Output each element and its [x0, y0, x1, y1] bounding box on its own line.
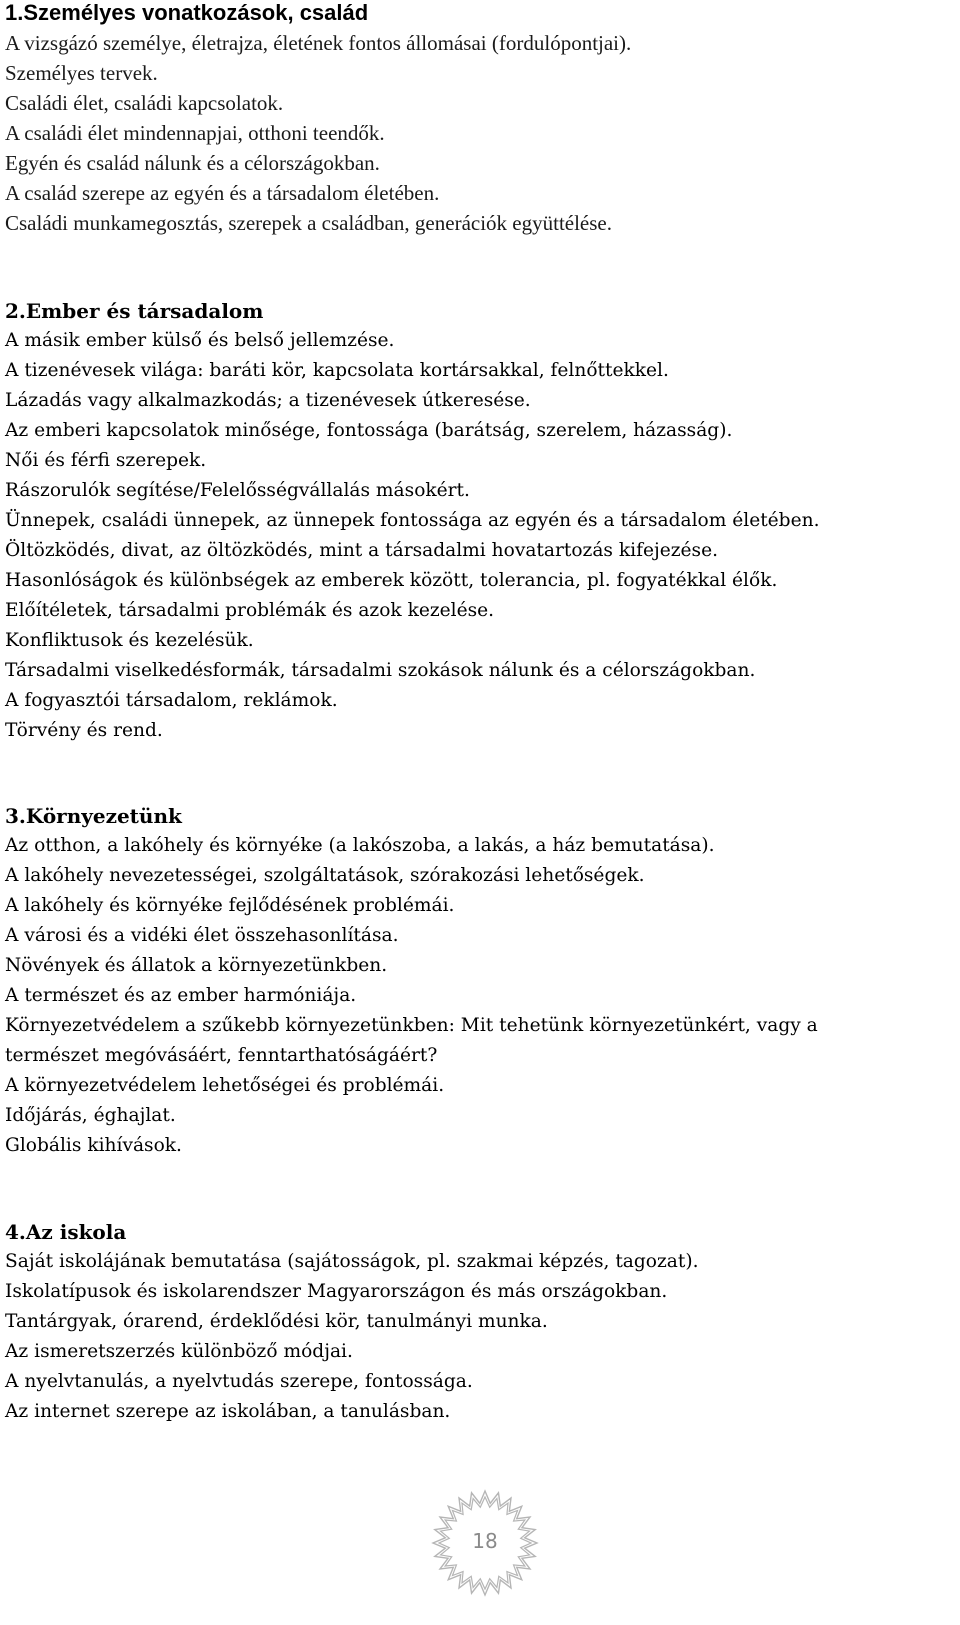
topic-line: Tantárgyak, órarend, érdeklődési kör, tanulmányi munka. — [5, 1311, 548, 1332]
topic-line: A fogyasztói társadalom, reklámok. — [5, 690, 338, 711]
topic-line: A másik ember külső és belső jellemzése. — [5, 330, 395, 351]
topic-line: Globális kihívások. — [5, 1135, 182, 1156]
topic-line: Családi munkamegosztás, szerepek a családban, generációk együttélése. — [5, 211, 613, 235]
topic-line: Társadalmi viselkedésformák, társadalmi szokások nálunk és a célországokban. — [5, 660, 756, 681]
topic-line: Egyén és család nálunk és a célországokban. — [5, 151, 380, 175]
topic-line: Öltözködés, divat, az öltözködés, mint a társadalmi hovatartozás kifejezése. — [5, 540, 718, 561]
topic-line: Lázadás vagy alkalmazkodás; a tizenévesek útkeresése. — [5, 390, 531, 411]
section-personal-family — [5, 0, 955, 238]
topic-line: Törvény és rend. — [5, 720, 163, 741]
topic-line: Környezetvédelem a szűkebb környezetünkben: Mit tehetünk környezetünkért, vagy a — [5, 1015, 818, 1036]
page-number-badge — [430, 1488, 540, 1598]
topic-line: Iskolatípusok és iskolarendszer Magyarországon és más országokban. — [5, 1281, 668, 1302]
topic-line: Hasonlóságok és különbségek az emberek között, tolerancia, pl. fogyatékkal élők. — [5, 570, 778, 591]
topic-line: Időjárás, éghajlat. — [5, 1105, 176, 1126]
section-person-society — [5, 296, 955, 746]
topic-line: Előítéletek, társadalmi problémák és azok kezelése. — [5, 600, 495, 621]
topic-line: Ünnepek, családi ünnepek, az ünnepek fontossága az egyén és a társadalom életében. — [5, 510, 820, 531]
topic-line: Női és férfi szerepek. — [5, 450, 207, 471]
topic-line: Saját iskolájának bemutatása (sajátosságok, pl. szakmai képzés, tagozat). — [5, 1251, 699, 1272]
topic-line: A családi élet mindennapjai, otthoni teendők. — [5, 121, 385, 145]
topic-line: A lakóhely nevezetességei, szolgáltatások, szórakozási lehetőségek. — [5, 865, 645, 886]
section-heading: 4.Az iskola — [5, 1220, 127, 1244]
topic-line: Személyes tervek. — [5, 61, 158, 85]
topic-line: A természet és az ember harmóniája. — [5, 985, 357, 1006]
topic-line: A vizsgázó személye, életrajza, életének fontos állomásai (fordulópontjai). — [5, 31, 632, 55]
topic-line: A család szerepe az egyén és a társadalom életében. — [5, 181, 440, 205]
topic-line: Az internet szerepe az iskolában, a tanulásban. — [5, 1401, 451, 1422]
topic-line: Az ismeretszerzés különböző módjai. — [5, 1341, 353, 1362]
topic-line: A nyelvtanulás, a nyelvtudás szerepe, fontossága. — [5, 1371, 473, 1392]
topic-line: Konfliktusok és kezelésük. — [5, 630, 254, 651]
topic-line: Az otthon, a lakóhely és környéke (a lakószoba, a lakás, a ház bemutatása). — [5, 835, 715, 856]
section-heading: 1.Személyes vonatkozások, család — [5, 0, 369, 25]
topic-line: Rászorulók segítése/Felelősségvállalás másokért. — [5, 480, 470, 501]
topic-line: A környezetvédelem lehetőségei és problémái. — [5, 1075, 445, 1096]
topic-line: természet megóvásáért, fenntarthatóságáért? — [5, 1045, 438, 1066]
section-school — [5, 1217, 955, 1427]
topic-line: A tizenévesek világa: baráti kör, kapcsolata kortársakkal, felnőttekkel. — [5, 360, 669, 381]
topic-line: Az emberi kapcsolatok minősége, fontossága (barátság, szerelem, házasság). — [5, 420, 733, 441]
page-number: 18 — [472, 1529, 498, 1553]
topic-line: Növények és állatok a környezetünkben. — [5, 955, 388, 976]
section-heading: 2.Ember és társadalom — [5, 299, 264, 323]
section-heading: 3.Környezetünk — [5, 804, 182, 828]
section-environment — [5, 801, 955, 1161]
topic-line: A városi és a vidéki élet összehasonlítása. — [5, 925, 399, 946]
topic-line: Családi élet, családi kapcsolatok. — [5, 91, 284, 115]
topic-line: A lakóhely és környéke fejlődésének problémái. — [5, 895, 455, 916]
